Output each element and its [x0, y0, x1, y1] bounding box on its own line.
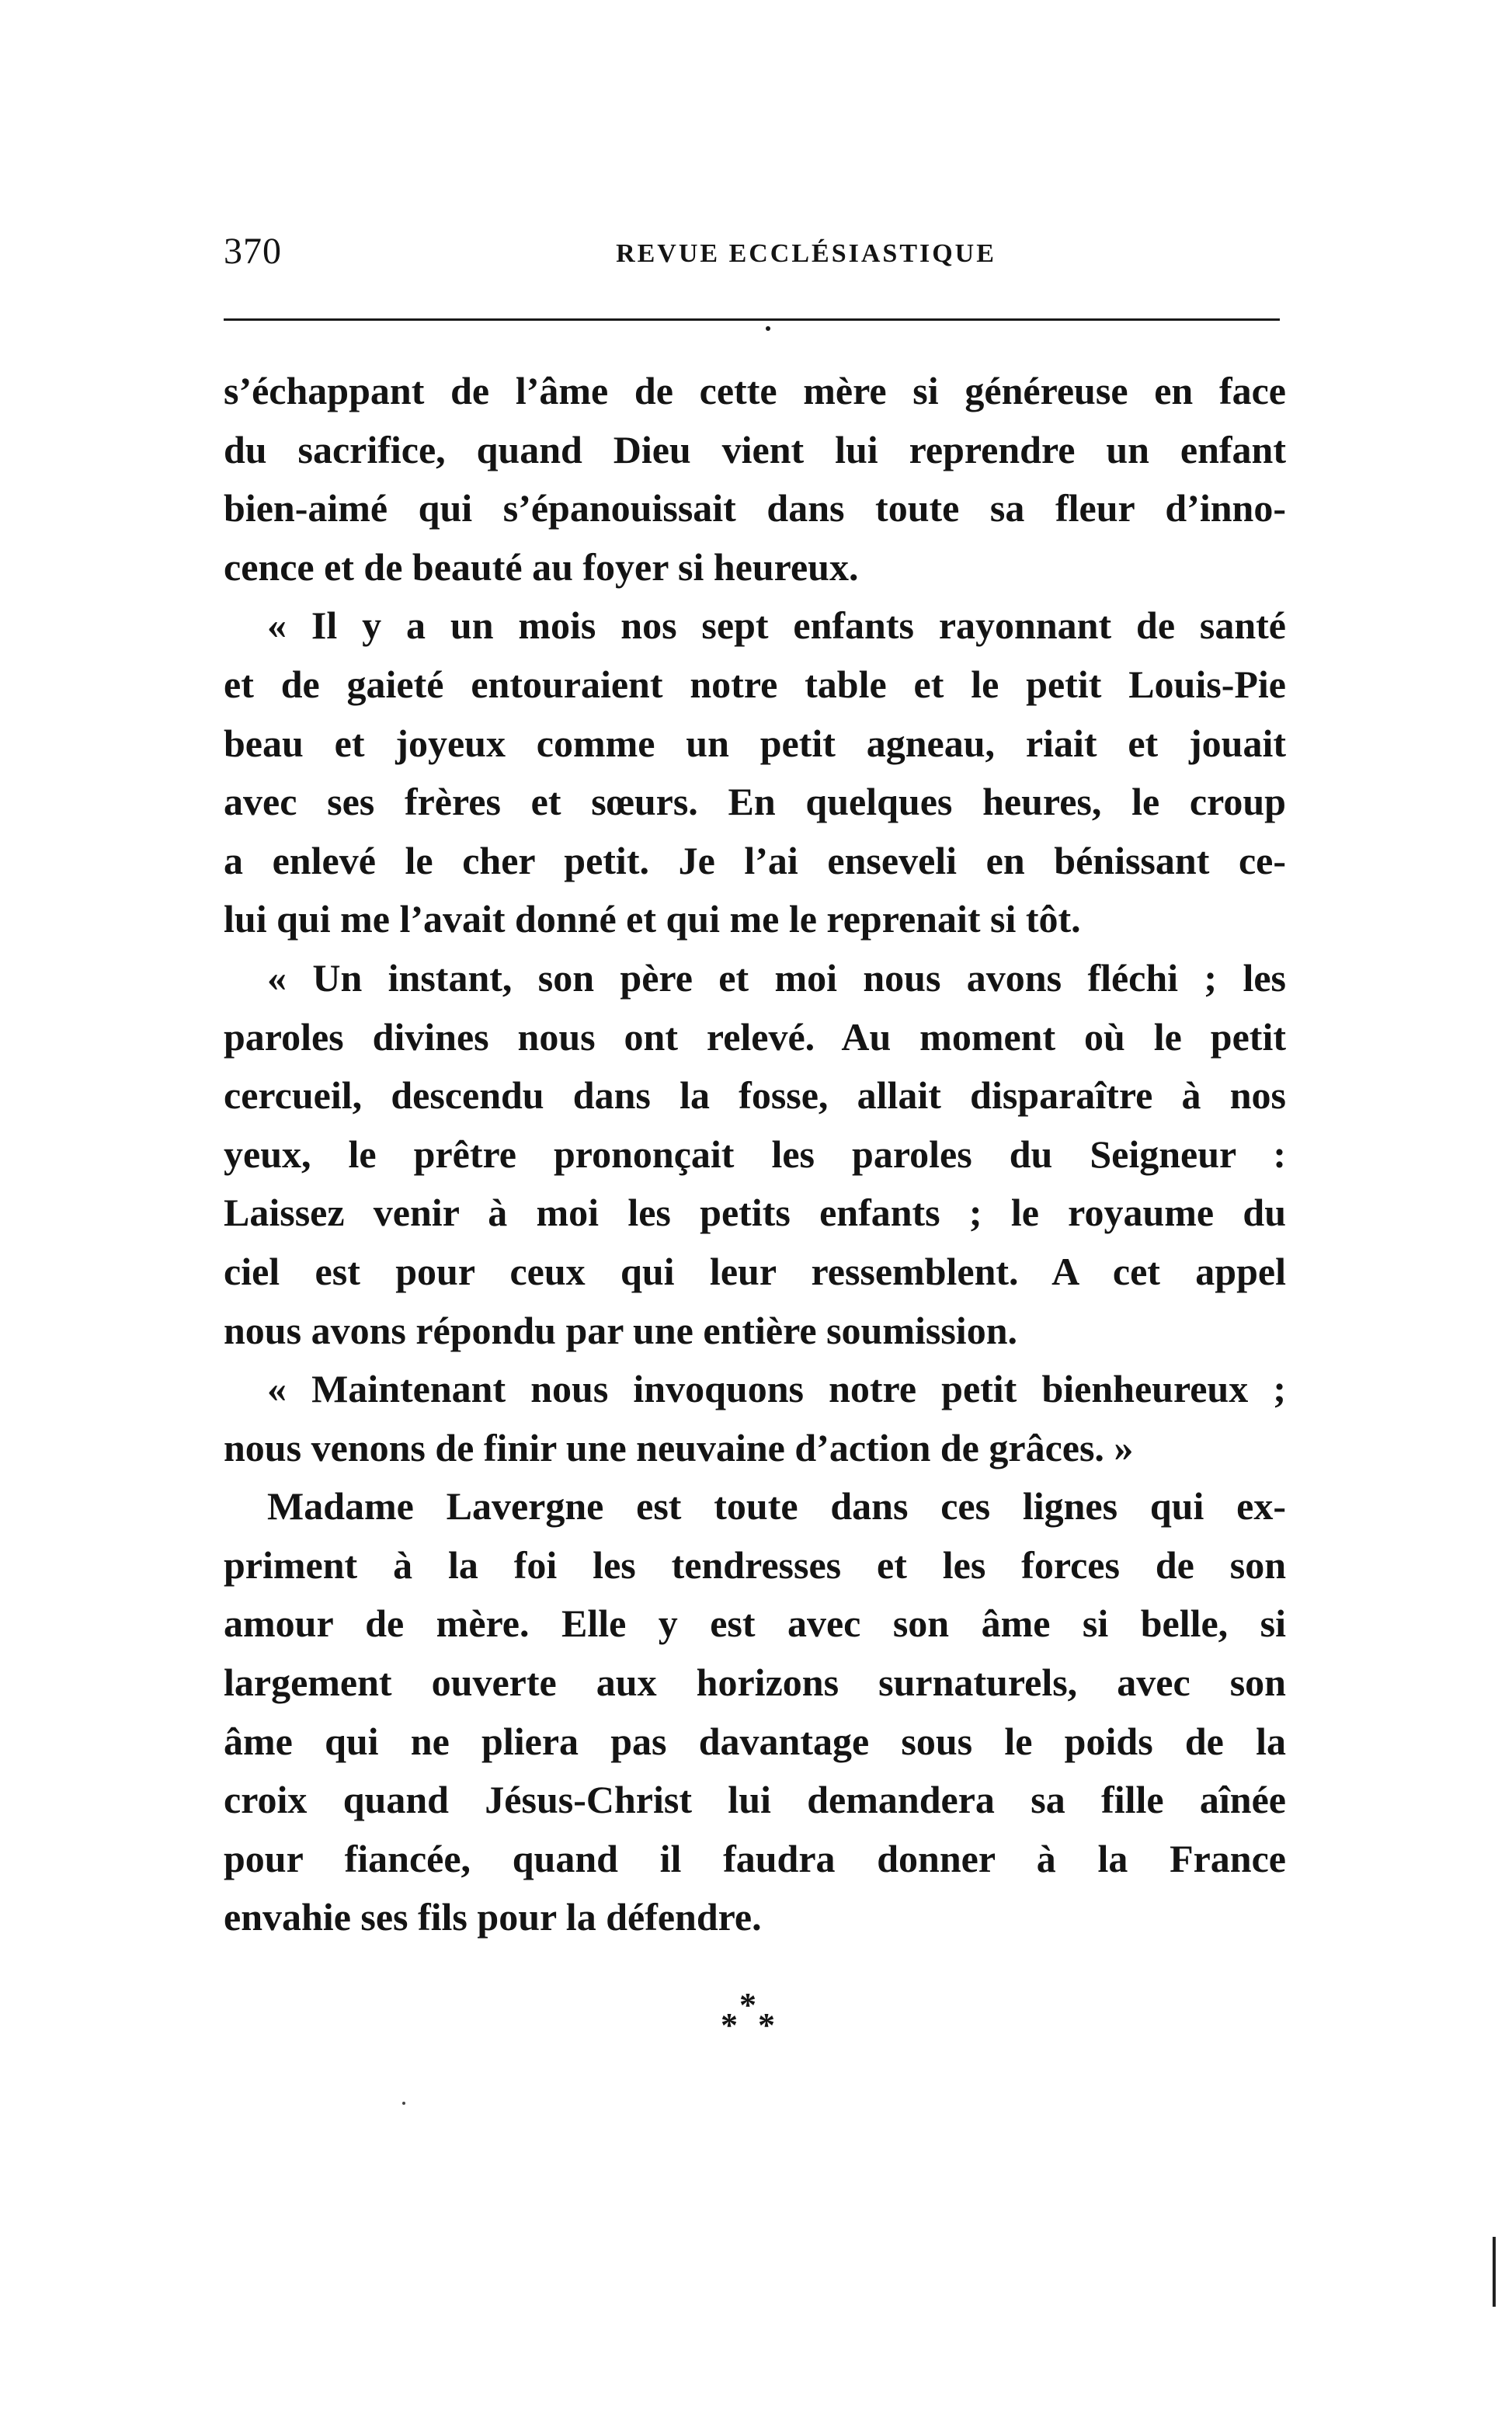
- text-line: yeux, le prêtre prononçait les paroles du Seigneur :: [224, 1132, 1286, 1176]
- text-line: largement ouverte aux horizons surnaturels, avec son: [224, 1661, 1286, 1705]
- asterisk-icon: *: [721, 2006, 738, 2044]
- text-line: nous venons de finir une neuvaine d’action de grâces. »: [224, 1425, 1134, 1469]
- text-line: bien-aimé qui s’épanouissait dans toute sa fleur d’inno-: [224, 486, 1286, 530]
- text-line: « Il y a un mois nos sept enfants rayonnant de santé: [267, 603, 1286, 648]
- text-line: « Maintenant nous invoquons notre petit bienheureux ;: [267, 1367, 1286, 1411]
- margin-mark: [1493, 2237, 1496, 2307]
- header-rule: [224, 318, 1280, 321]
- body-text: [224, 362, 1286, 1947]
- text-line: beau et joyeux comme un petit agneau, riait et jouait: [224, 721, 1286, 765]
- text-line: paroles divines nous ont relevé. Au moment où le petit: [224, 1014, 1286, 1059]
- text-line: avec ses frères et sœurs. En quelques heures, le croup: [224, 780, 1286, 824]
- text-line: s’échappant de l’âme de cette mère si généreuse en face: [224, 369, 1286, 412]
- print-speck: [402, 2102, 405, 2105]
- text-line: amour de mère. Elle y est avec son âme si belle, si: [224, 1602, 1286, 1646]
- text-line: Laissez venir à moi les petits enfants ; le royaume du: [224, 1191, 1286, 1235]
- asterisk-icon: *: [739, 1986, 756, 2024]
- running-title: REVUE ECCLÉSIASTIQUE: [616, 239, 996, 268]
- text-line: cence et de beauté au foyer si heureux.: [224, 544, 859, 589]
- asterisk-icon: *: [758, 2006, 775, 2044]
- text-line: ciel est pour ceux qui leur ressemblent. A cet appel: [224, 1249, 1286, 1293]
- text-line: cercueil, descendu dans la fosse, allait disparaître à nos: [224, 1073, 1286, 1118]
- page-number: 370: [224, 231, 282, 272]
- text-line: et de gaieté entouraient notre table et le petit Louis-Pie: [224, 662, 1286, 706]
- text-line: a enlevé le cher petit. Je l’ai enseveli en bénissant ce-: [224, 838, 1286, 882]
- text-line: Madame Lavergne est toute dans ces lignes qui ex-: [267, 1484, 1286, 1529]
- header-rule-dot: [766, 326, 770, 331]
- text-line: priment à la foi les tendresses et les forces de son: [224, 1542, 1286, 1587]
- text-line: âme qui ne pliera pas davantage sous le poids de la: [224, 1719, 1286, 1763]
- text-line: pour fiancée, quand il faudra donner à la France: [224, 1836, 1286, 1880]
- running-head: [224, 224, 1280, 278]
- text-line: lui qui me l’avait donné et qui me le reprenait si tôt.: [224, 897, 1081, 941]
- text-line: nous avons répondu par une entière soumission.: [224, 1308, 1017, 1352]
- text-line: du sacrifice, quand Dieu vient lui reprendre un enfant: [224, 427, 1286, 471]
- asterism-ornament: [708, 1988, 801, 2050]
- text-line: « Un instant, son père et moi nous avons fléchi ; les: [267, 955, 1286, 1000]
- text-line: croix quand Jésus-Christ lui demandera sa fille aînée: [224, 1778, 1286, 1822]
- text-line: envahie ses fils pour la défendre.: [224, 1895, 762, 1939]
